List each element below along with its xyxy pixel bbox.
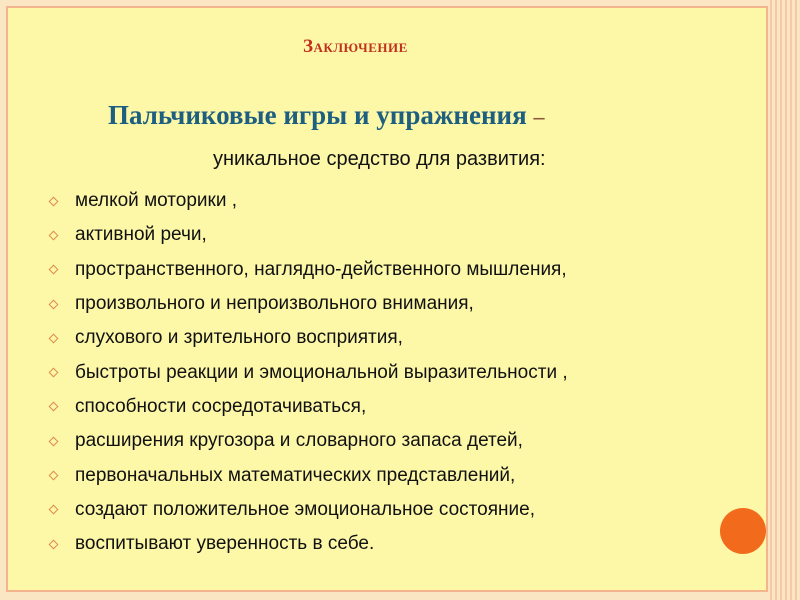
slide-title: Заключение xyxy=(303,36,408,57)
list-item-text: первоначальных математических представлений, xyxy=(75,464,516,486)
list-item-text: слухового и зрительного восприятия, xyxy=(75,327,403,349)
bullet-icon xyxy=(49,265,59,275)
list-item-text: мелкой моторики , xyxy=(75,190,238,212)
list-item-text: создают положительное эмоциональное состояние, xyxy=(75,498,535,520)
bullet-list xyxy=(48,184,568,561)
bullet-icon xyxy=(49,368,59,378)
bullet-icon xyxy=(49,505,59,515)
slide-heading xyxy=(108,100,544,131)
list-item xyxy=(48,493,568,527)
heading-text: Пальчиковые игры и упражнения xyxy=(108,100,527,130)
bullet-icon xyxy=(49,402,59,412)
list-item xyxy=(48,527,568,561)
bullet-icon xyxy=(49,471,59,481)
decorative-circle xyxy=(720,508,766,554)
list-item-text: произвольного и непроизвольного внимания, xyxy=(75,293,474,315)
decorative-stripe xyxy=(770,0,800,600)
list-item xyxy=(48,184,568,218)
list-item-text: воспитывают уверенность в себе. xyxy=(75,533,375,555)
slide xyxy=(6,6,768,592)
bullet-icon xyxy=(49,299,59,309)
list-item xyxy=(48,390,568,424)
bullet-icon xyxy=(49,539,59,549)
bullet-icon xyxy=(49,230,59,240)
list-item-text: быстроты реакции и эмоциональной выразительности , xyxy=(75,361,568,383)
list-item xyxy=(48,218,568,252)
list-item-text: пространственного, наглядно-действенного мышления, xyxy=(75,258,567,280)
list-item xyxy=(48,253,568,287)
bullet-icon xyxy=(49,436,59,446)
bullet-icon xyxy=(49,333,59,343)
list-item-text: активной речи, xyxy=(75,224,207,246)
list-item-text: расширения кругозора и словарного запаса детей, xyxy=(75,430,523,452)
heading-dash: – xyxy=(533,104,545,129)
list-item xyxy=(48,355,568,389)
list-item xyxy=(48,321,568,355)
list-item xyxy=(48,287,568,321)
list-item xyxy=(48,424,568,458)
list-item-text: способности сосредотачиваться, xyxy=(75,395,367,417)
slide-subtitle: уникальное средство для развития: xyxy=(213,148,546,170)
bullet-icon xyxy=(49,196,59,206)
list-item xyxy=(48,458,568,492)
